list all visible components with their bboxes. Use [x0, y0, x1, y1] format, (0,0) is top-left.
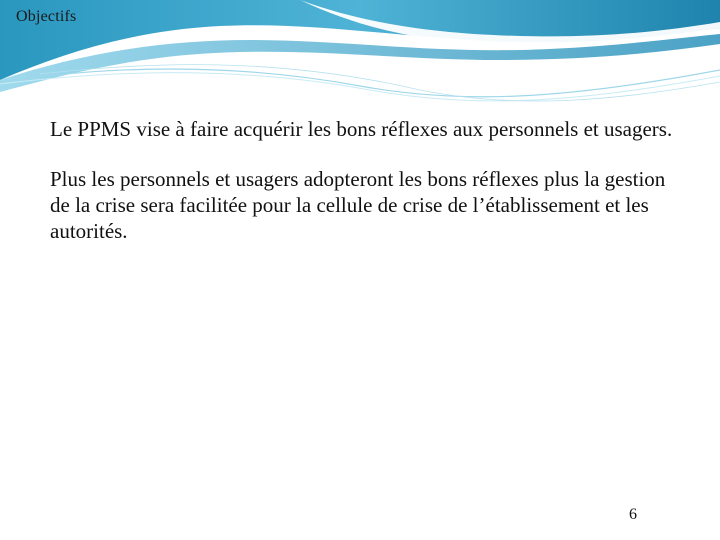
- header-wave-decoration: [0, 0, 720, 120]
- slide-title: Objectifs: [16, 8, 77, 25]
- page-number: 6: [629, 506, 637, 523]
- slide-body: [50, 116, 690, 268]
- paragraph-2: Plus les personnels et usagers adopteront les bons réflexes plus la gestion de la crise sera facilitée pour la cellule de crise de l’établissement et les autorités.: [50, 167, 666, 243]
- paragraph-1: Le PPMS vise à faire acquérir les bons réflexes aux personnels et usagers.: [50, 117, 673, 141]
